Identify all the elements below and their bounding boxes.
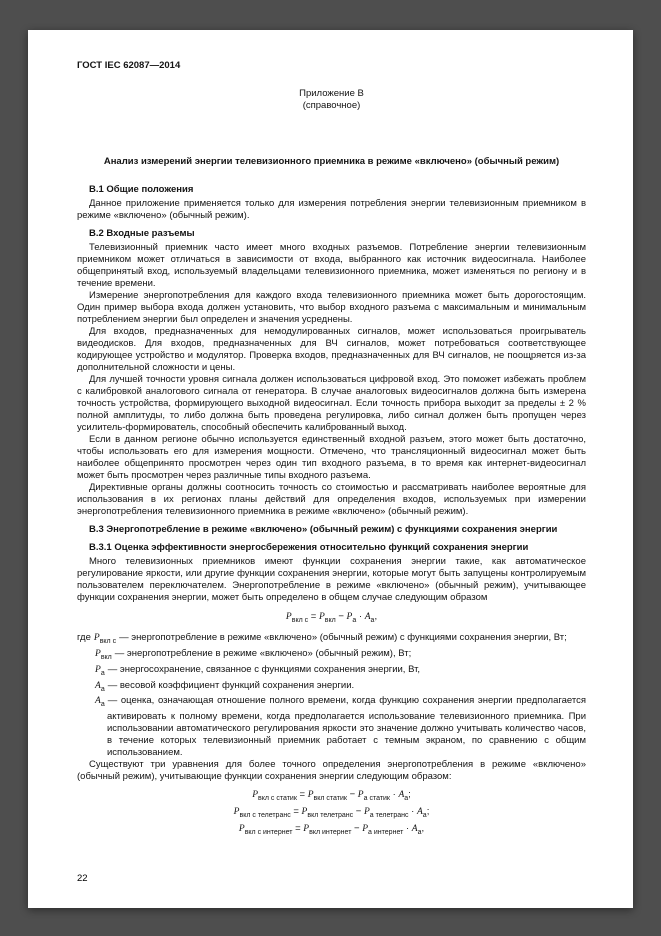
equation-teletrans: $P_{вкл с телетранс} = P_{вкл телетранс} - P_{а телетранс} \cdot A_а$;	[233, 806, 430, 820]
definition-row-4	[77, 680, 586, 696]
document-page	[28, 30, 633, 908]
section-b31-heading: В.3.1 Оценка эффективности энергосбережения относительно функций сохранения энергии	[89, 542, 529, 553]
section-b1-heading: В.1 Общие положения	[89, 184, 194, 195]
definition-row-3	[77, 664, 586, 680]
definition-term: $A_а$	[95, 696, 105, 709]
paragraph-b2-2: Измерение энергопотребления для каждого входа телевизионного приемника может быть дорогостоящим. Один пример выбора входа должен установить, что выбор входного разъема с максимальным и минимальным потреблением энергии был определен и значения усреднены.	[77, 290, 586, 325]
definition-text: — энергосохранение, связанное с функциями сохранения энергии, Вт,	[107, 663, 421, 675]
definition-row-2	[77, 648, 586, 664]
paragraph-b1-1: Данное приложение применяется только для измерения потребления энергии телевизионным приемником в режиме «включено» (обычный режим).	[77, 198, 586, 221]
paragraph-b2-3: Для входов, предназначенных для немодулированных сигналов, может использоваться проигрыватель видеодисков. Для входов, предназначенных для ВЧ сигналов, может потребоваться соответствующее кодирующее устройство и модулятор. Проверка входов, предназначенных для ВЧ сигналов, не поощряется из-за дополнительной сложности и цены.	[77, 326, 586, 373]
equation-block	[77, 789, 586, 839]
definition-term: $A_а$	[95, 680, 105, 693]
paragraph-b2-5: Если в данном регионе обычно используется единственный входной разъем, этого может быть достаточно, чтобы использовать его для измерения мощности. Отмечено, что трансляционный видеосигнал может быть наиболее общепринято просмотрен через один тип входного разъема, в то время как интернет-видеосигнал может быть просмотрен через различные типы входного разъема.	[77, 434, 586, 481]
where-label: где	[77, 631, 91, 643]
document-title: Анализ измерений энергии телевизионного приемника в режиме «включено» (обычный режим)	[103, 156, 560, 167]
paragraph-b31-2: Существуют три уравнения для более точного определения энергопотребления в режиме «включено» (обычный режим), учитывающие функции сохранения энергии следующим образом:	[77, 759, 586, 783]
formula-main: $P_{вкл с} = P_{вкл} - P_а \cdot A_а$,	[285, 611, 378, 624]
doc-code: ГОСТ IEC 62087—2014	[77, 60, 181, 71]
paragraph-b2-6: Директивные органы должны соотносить точность со стоимостью и рассматривать наиболее вероятные для использования в их регионах планы действий для определения входов, используемых при измерении энергопотребления телевизионного приемника в режиме «включено» (обычный режим).	[77, 482, 586, 517]
annex-kind: (справочное)	[302, 100, 361, 111]
equation-static: $P_{вкл с статик} = P_{вкл статик} - P_{а статик} \cdot A_а$;	[252, 789, 411, 803]
definition-row-1	[77, 632, 586, 648]
paragraph-b2-4: Для лучшей точности уровня сигнала должен использоваться цифровой вход. Это поможет избежать проблем с калибровкой аналогового сигнала от генератора. В случае аналоговых видеосигналов должна быть измерена точность устройства, формирующего выходной видеосигнал. Если точность прибора выходит за пределы ± 2 % полной амплитуды, то либо должна быть проведена регулировка, либо сигнал должен быть пропущен через усилитель-формирователь, способный обеспечить калиброванный выход.	[77, 374, 586, 433]
page-content	[28, 30, 633, 908]
annex-label: Приложение В	[299, 88, 364, 99]
definition-row-5	[77, 695, 586, 759]
definition-term: $P_{вкл с}$	[93, 632, 117, 645]
paragraph-b31-1: Много телевизионных приемников имеют функции сохранения энергии такие, как автоматическое регулирование яркости, или другие функции сохранения энергии, которые могут быть запущены контролируемым пользователем переключателем. Энергопотребление в режиме «включено» (обычный режим), учитывающее функции сохранения энергии, может быть определено в общем случае следующим образом	[77, 556, 586, 603]
definition-term: $P_{вкл}$	[95, 648, 112, 661]
annex-header	[77, 88, 586, 112]
section-b3-heading: В.3 Энергопотребление в режиме «включено» (обычный режим) с функциями сохранения энергии	[89, 524, 558, 535]
definition-term: $P_а$	[95, 664, 105, 677]
definition-text: — энергопотребление в режиме «включено» (обычный режим) с функциями сохранения энергии, Вт;	[119, 631, 567, 643]
definition-text: — энергопотребление в режиме «включено» (обычный режим), Вт;	[114, 647, 412, 659]
section-b2-heading: В.2 Входные разъемы	[89, 228, 195, 239]
page-number: 22	[77, 873, 88, 884]
definition-text: — весовой коэффициент функций сохранения энергии.	[107, 679, 355, 691]
equation-internet: $P_{вкл с интернет} = P_{вкл интернет} - P_{а интернет} \cdot A_а$,	[238, 823, 425, 837]
definition-text: — оценка, означающая отношение полного времени, когда функцию сохранения энергии предполагается активировать к полному времени, когда предполагается использование телевизионного приемника. При использовании автоматического регулирования яркости это значение должно учитывать количество часов, в течение которых телевизионный приемник работает с темным экраном, по сравнению с общим использованием.	[107, 695, 586, 759]
paragraph-b2-1: Телевизионный приемник часто имеет много входных разъемов. Потребление энергии телевизионным приемником может отличаться в зависимости от входа, выбранного как источник видеосигнала. Наиболее общепринятый вход, используемый владельцами телевизионного приемника, может изменяться по региону и в течение времени.	[77, 242, 586, 289]
